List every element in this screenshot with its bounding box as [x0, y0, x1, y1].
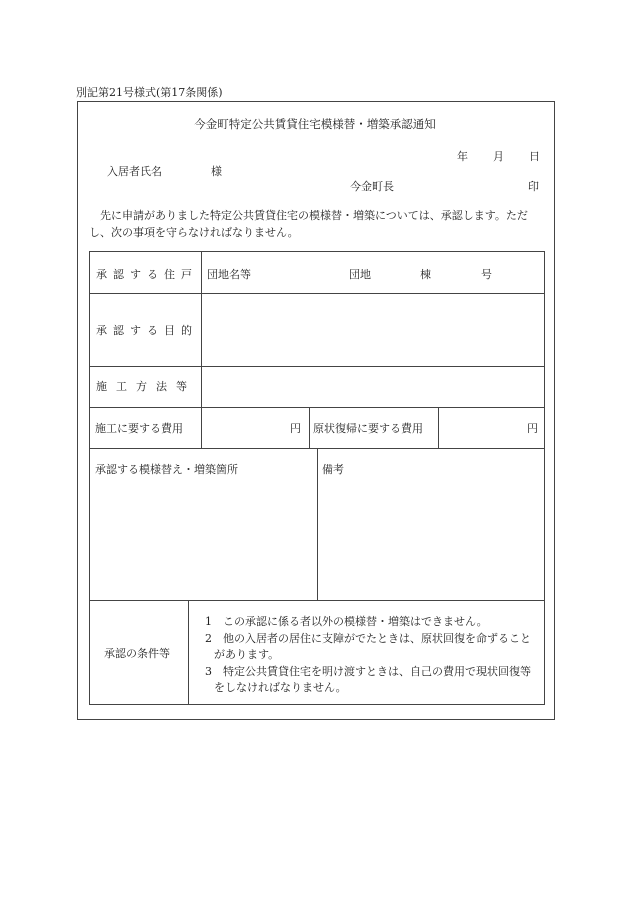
resident-name-label: 入居者氏名: [107, 165, 162, 178]
conditions-column-divider: [188, 600, 189, 704]
complex-name-label: 団地名等: [207, 268, 251, 281]
condition-item: 3 特定公共賃貸住宅を明け渡すときは、自己の費用で現状回復等をしなければなりません。: [205, 664, 531, 694]
honorific-label: 様: [211, 165, 222, 178]
date-day-label: 日: [529, 150, 540, 163]
restoration-cost-label: 原状復帰に要する費用: [313, 422, 423, 435]
row-label-purpose: 承認する目的: [96, 324, 198, 337]
label-column-divider: [201, 252, 202, 448]
complex-label: 団地: [349, 268, 371, 281]
remarks-column-divider: [317, 448, 318, 600]
date-year-label: 年: [457, 150, 468, 163]
notice-body: 先に申請がありました特定公共賃貸住宅の模様替・増築については、承認します。ただし、次の事項を守らなければなりません。: [89, 209, 528, 239]
conditions-list: [205, 614, 541, 697]
row-divider: [90, 293, 544, 294]
issuer-label: 今金町長: [350, 180, 394, 193]
unit-number-label: 号: [481, 268, 492, 281]
cost-column-divider: [309, 407, 310, 448]
row-label-method: 施工方法等: [96, 380, 196, 393]
row-label-cost: 施工に要する費用: [95, 422, 183, 435]
document-title: 今金町特定公共賃貸住宅模様替・増築承認通知: [194, 117, 436, 131]
seal-mark: 印: [528, 180, 539, 193]
yen-unit-label: 円: [290, 422, 301, 435]
row-label-location: 承認する模様替え・増築箇所: [95, 463, 238, 476]
row-divider: [90, 407, 544, 408]
building-label: 棟: [420, 268, 431, 281]
form-reference: 別記第21号様式(第17条関係): [76, 86, 223, 99]
date-month-label: 月: [493, 150, 504, 163]
condition-item: 2 他の入居者の居住に支障がでたときは、原状回復を命ずることがあります。: [205, 631, 531, 661]
row-divider: [90, 600, 544, 601]
yen-unit-label: 円: [527, 422, 538, 435]
row-divider: [90, 366, 544, 367]
row-label-conditions: 承認の条件等: [104, 647, 170, 660]
condition-item: 1 この承認に係る者以外の模様替・増築はできません。: [205, 615, 488, 628]
cost-column-divider: [438, 407, 439, 448]
remarks-label: 備考: [322, 463, 344, 476]
row-label-address: 承認する住戸: [96, 268, 198, 281]
